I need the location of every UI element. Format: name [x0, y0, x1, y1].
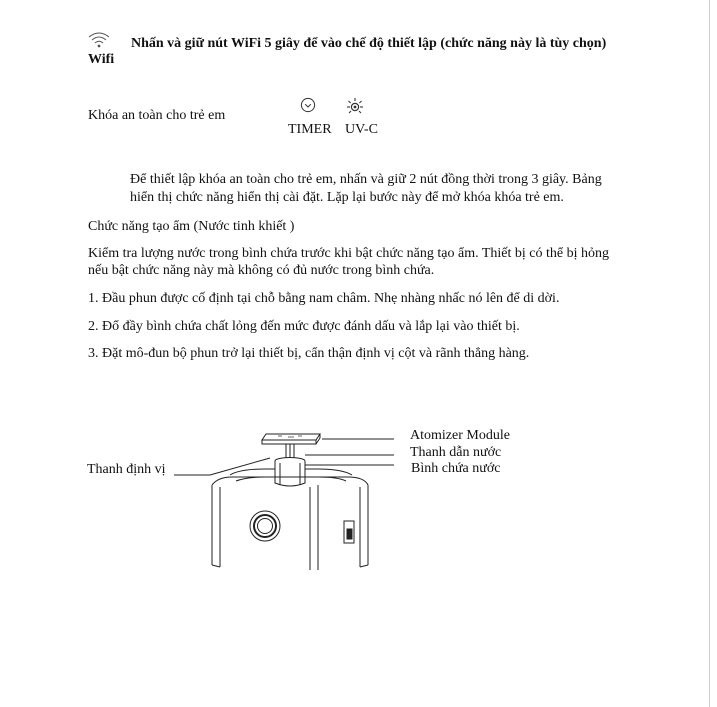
humidify-heading: Chức năng tạo ẩm (Nước tinh khiết ) — [88, 219, 295, 234]
uvc-label: UV-C — [345, 122, 378, 137]
clock-icon — [300, 97, 316, 113]
humidify-step-2: 2. Đổ đầy bình chứa chất lỏng đến mức được đánh dấu và lắp lại vào thiết bị. — [88, 319, 520, 334]
label-locating-rod: Thanh định vị — [87, 462, 166, 477]
child-lock-instruction-line-2: hiển thị chức năng hiển thị cài đặt. Lặp lại bước này để mở khóa khóa trẻ em. — [130, 190, 564, 205]
humidify-step-1: 1. Đầu phun được cố định tại chỗ bằng nam châm. Nhẹ nhàng nhấc nó lên để di dời. — [88, 291, 560, 306]
child-lock-instruction-line-1: Để thiết lập khóa an toàn cho trẻ em, nhấn và giữ 2 nút đồng thời trong 3 giây. Bảng — [130, 172, 602, 187]
wifi-icon — [88, 31, 110, 49]
child-lock-heading: Khóa an toàn cho trẻ em — [88, 108, 226, 123]
uv-lamp-icon — [346, 97, 364, 115]
label-atomizer-module: Atomizer Module — [410, 428, 510, 443]
humidify-warning-line-2: nếu bật chức năng này mà không có đủ nước trong bình chứa. — [88, 263, 435, 278]
humidify-step-3: 3. Đặt mô-đun bộ phun trở lại thiết bị, cẩn thận định vị cột và rãnh thẳng hàng. — [88, 346, 530, 361]
wifi-instruction: Nhấn và giữ nút WiFi 5 giây để vào chế độ thiết lập (chức năng này là tùy chọn) — [131, 36, 607, 51]
timer-label: TIMER — [288, 122, 332, 137]
label-water-guide-rod: Thanh dẫn nước — [410, 445, 502, 460]
label-water-tank: Bình chứa nước — [411, 461, 501, 476]
leader-line-locating-rod-diagonal — [210, 458, 270, 475]
wifi-label: Wifi — [88, 52, 115, 67]
humidifier-diagram — [170, 425, 400, 575]
humidify-warning-line-1: Kiểm tra lượng nước trong bình chứa trước khi bật chức năng tạo ẩm. Thiết bị có thể bị hỏng — [88, 246, 609, 261]
page-edge-line — [709, 0, 710, 707]
